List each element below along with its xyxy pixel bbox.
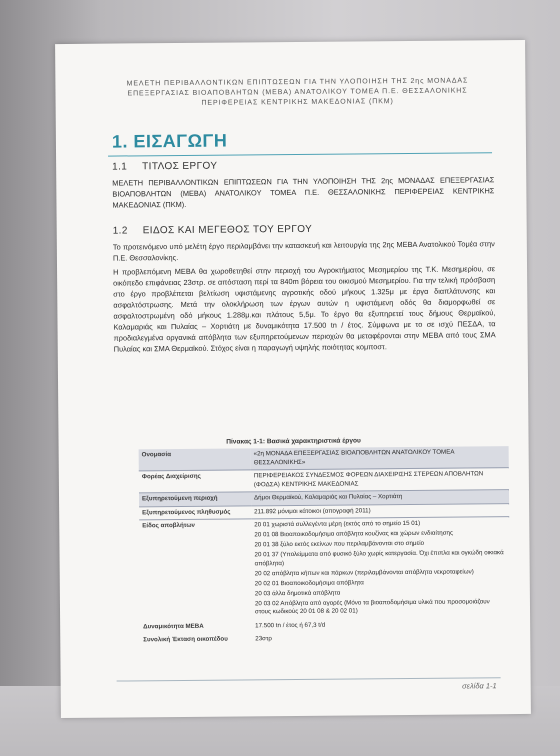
header-line: ΜΕΛΕΤΗ ΠΕΡΙΒΑΛΛΟΝΤΙΚΩΝ ΕΠΙΠΤΩΣΕΩΝ ΓΙΑ ΤΗΝ ΥΛΟΠΟΙΗΣΗ ΤΗΣ 2ης ΜΟΝΑΔΑΣ — [126, 77, 469, 88]
running-header — [85, 76, 509, 110]
row-key: Εξυπηρετούμενος πληθυσμός — [139, 505, 251, 519]
section-heading-1-1 — [112, 161, 217, 173]
waste-item: 20 01 38 ξύλο εκτός εκείνων που περιλαμβάνονται στο σημείο — [254, 539, 425, 549]
table-row — [139, 517, 510, 622]
row-key: Φορέας Διαχείρισης — [139, 470, 251, 493]
section-1-2-body — [113, 238, 496, 357]
section-number: 1.2 — [112, 225, 128, 237]
characteristics-table — [139, 446, 511, 646]
paragraph: ΜΕΛΕΤΗ ΠΕΡΙΒΑΛΛΟΝΤΙΚΩΝ ΕΠΙΠΤΩΣΕΩΝ ΓΙΑ ΤΗΝ ΥΛΟΠΟΙΗΣΗ ΤΗΣ 2ης ΜΟΝΑΔΑΣ ΕΠΕΞΕΡΓΑΣΙΑΣ ΒΙΟΑΠΟΒΛΗΤΩΝ (ΜΕΒΑ) ΑΝΑΤΟΛΙΚΟΥ ΤΟΜΕΑ Π.Ε. ΘΕΣΣΑΛΟΝΙΚΗΣ ΠΕΡΙΦΕΡΕΙΑΣ ΚΕΝΤΡΙΚΗΣ ΜΑΚΕΔΟΝΙΑΣ (ΠΚΜ). — [112, 175, 495, 210]
row-value: «2η ΜΟΝΑΔΑ ΕΠΕΞΕΡΓΑΣΙΑΣ ΒΙΟΑΠΟΒΛΗΤΩΝ ΑΝΑΤΟΛΙΚΟΥ ΤΟΜΕΑ ΘΕΣΣΑΛΟΝΙΚΗΣ» — [251, 446, 509, 470]
waste-item: 20 02 απόβλητα κήπων και πάρκων (περιλαμβάνονται απόβλητα νεκροταφείων) — [254, 567, 474, 577]
row-key: Εξυπηρετούμενη περιοχή — [139, 492, 251, 506]
row-value: 211.892 μόνιμοι κάτοικοι (απογραφή 2011) — [251, 503, 509, 519]
row-key: Είδος αποβλήτων — [142, 521, 196, 530]
waste-item: 20 01 37 (Υπολείμματα από φυσικό ξύλο χωρίς κατεργασία. Όχι έπιπλα και ογκώδη οικιακά απόβλητα) — [254, 549, 504, 567]
heading-divider — [108, 152, 492, 156]
row-value: Δήμοι Θερμαϊκού, Καλαμαριάς και Πυλαίας – Χορτιάτη — [251, 490, 509, 506]
section-number: 1.1 — [112, 161, 128, 173]
page-number: σελίδα 1-1 — [462, 681, 497, 691]
waste-list — [251, 517, 510, 621]
waste-item: 20 03 άλλα δημοτικά απόβλητα — [254, 589, 341, 597]
row-key: Ονομασία — [139, 448, 251, 470]
waste-item: 20 03 02 Απόβλητα από αγορές (Μόνο τα βιοαποδομήσιμα υλικά που προσομοιάζουν στους κωδικούς 20 01 08 & 20 02 01) — [254, 597, 490, 616]
row-key: Δυναμικότητα ΜΕΒΑ — [143, 622, 204, 631]
section-heading-1-2 — [113, 224, 313, 237]
section-1-1-body — [112, 174, 494, 213]
row-key: Συνολική Έκταση οικοπέδου — [143, 635, 228, 643]
table-row — [139, 468, 509, 493]
waste-item: 20 02 01 Βιοαποικοδομήσιμα απόβλητα — [254, 578, 364, 587]
footer-divider — [117, 677, 501, 681]
table-caption: Πίνακας 1-1: Βασικά χαρακτηριστικά έργου — [226, 437, 361, 446]
table-row — [140, 631, 510, 647]
chapter-heading: 1. ΕΙΣΑΓΩΓΗ — [111, 130, 228, 152]
waste-item: 20 01 08 Βιοαποικοδομήσιμα απόβλητα κουζίνας και χώρων ενδιαίτησης — [254, 529, 453, 539]
waste-item: 20 01 χωριστά συλλεγέντα μέρη (εκτός από το σημείο 15 01) — [254, 519, 421, 529]
paragraph: Η προβλεπόμενη ΜΕΒΑ θα χωροθετηθεί στην περιοχή του Αγροκτήματος Μεσημερίου της Τ.Κ. Μεσημερίου, σε οικόπεδο επιφάνειας 23στρ. σε απόσταση περί τα 840m βόρεια του οικισμού Μεσημερίου. Για την τελική πρόσβαση στο έργο προβλέπεται βελτίωση υφιστάμενης αγροτικής οδού μήκους 1.325μ με έργα διαπλάτυνσης και ασφαλτόστρωσης. Μετά την ολοκλήρωση των έργων αυτών η υφιστάμενη οδός θα διαμορφωθεί σε ασφαλτοστρωμένη οδό μήκους 1.288μ.και πλάτους 5,5μ. Το έργο θα εξυπηρετεί τους δήμους Θερμαϊκού, Καλαμαριάς και Πυλαίας – Χορτιάτη με δυναμικότητα 17.500 tn / έτος. Σύμφωνα με το σε ισχύ ΠΕΣΔΑ, τα προδιαλεγμένα οργανικά απόβλητα των εξυπηρετούμενων περιοχών θα μεταφέρονται στην ΜΕΒΑ από τους ΣΜΑ Πυλαίας και ΣΜΑ Θερμαϊκού. Στόχος είναι η παραγωγή υψηλής ποιότητας κομποστ. — [113, 264, 496, 354]
paragraph: Το προτεινόμενο υπό μελέτη έργο περιλαμβάνει την κατασκευή και λειτουργία της 2ης ΜΕΒΑ Ανατολικού Τομέα στην Π.Ε. Θεσσαλονίκης. — [112, 239, 495, 263]
section-title: ΤΙΤΛΟΣ ΕΡΓΟΥ — [142, 160, 218, 173]
document-page — [55, 40, 531, 718]
header-line: ΠΕΡΙΦΕΡΕΙΑΣ ΚΕΝΤΡΙΚΗΣ ΜΑΚΕΔΟΝΙΑΣ (ΠΚΜ) — [201, 98, 394, 107]
header-line: ΕΠΕΞΕΡΓΑΣΙΑΣ ΒΙΟΑΠΟΒΛΗΤΩΝ (ΜΕΒΑ) ΑΝΑΤΟΛΙΚΟΥ ΤΟΜΕΑ Π.Ε. ΘΕΣΣΑΛΟΝΙΚΗΣ — [127, 87, 468, 98]
row-value: 17.500 tn / έτος ή 67,3 t/d — [255, 621, 326, 630]
row-value: ΠΕΡΙΦΕΡΕΙΑΚΟΣ ΣΥΝΔΕΣΜΟΣ ΦΟΡΕΩΝ ΔΙΑΧΕΙΡΙΣΗΣ ΣΤΕΡΕΩΝ ΑΠΟΒΛΗΤΩΝ (ΦΟΔΣΑ) ΚΕΝΤΡΙΚΗΣ ΜΑΚΕΔΟΝΙΑΣ — [251, 468, 509, 492]
section-title: ΕΙΔΟΣ ΚΑΙ ΜΕΓΕΘΟΣ ΤΟΥ ΕΡΓΟΥ — [142, 223, 313, 237]
row-value: 23στρ — [255, 634, 272, 642]
